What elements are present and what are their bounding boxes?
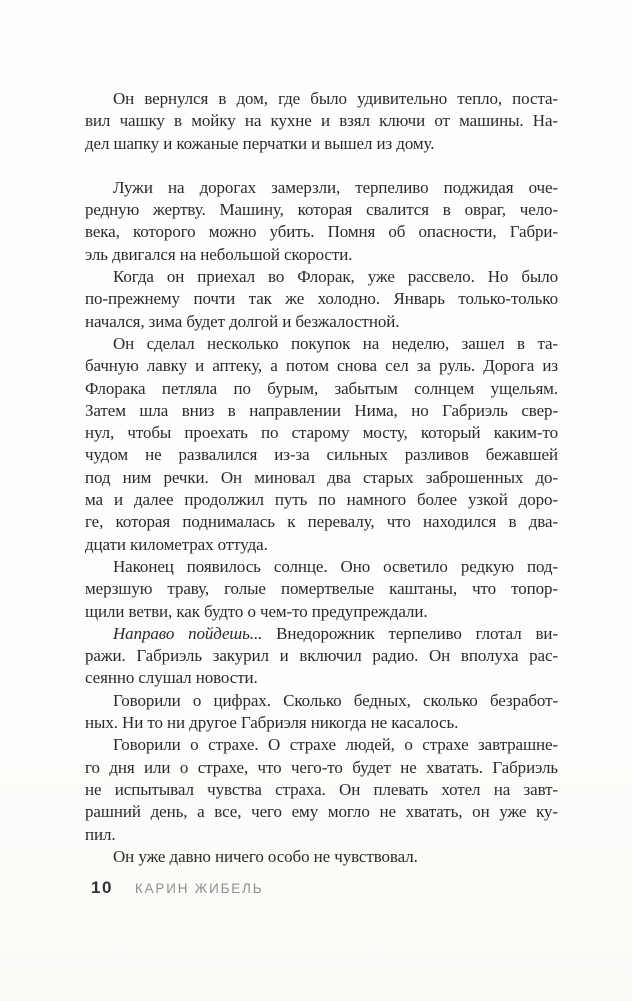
text-line: редную жертву. Машину, которая свалится в овраг, чело- [85, 200, 558, 220]
paragraph [85, 333, 558, 556]
text-line: века, которого можно убить. Помня об опасности, Габри- [85, 222, 558, 242]
text-line: бачную лавку и аптеку, а потом снова сел за руль. Дорога из [85, 356, 558, 376]
paragraph [85, 690, 558, 735]
text-line: чудом не развалился из-за сильных разливов бежавшей [85, 445, 558, 465]
text-line: Он уже давно ничего особо не чувствовал. [113, 846, 418, 866]
text-line: Когда он приехал во Флорак, уже рассвело. Но было [113, 267, 558, 287]
text-line: ражи. Габриэль закурил и включил радио. Он вполуха рас- [85, 646, 558, 666]
paragraph [85, 556, 558, 623]
text-line: ных. Ни то ни другое Габриэля никогда не касалось. [85, 713, 459, 733]
text-line: мерзшую траву, голые помертвелые каштаны, что топор- [85, 579, 558, 599]
paragraph [85, 88, 558, 155]
text-line: пил. [85, 824, 116, 844]
running-author: КАРИН ЖИБЕЛЬ [134, 881, 264, 896]
paragraph [85, 177, 558, 266]
paragraph [85, 623, 558, 690]
text-line: Говорили о страхе. О страхе людей, о страхе завтрашне- [113, 735, 558, 755]
text-line: нул, чтобы проехать по старому мосту, который каким-то [85, 423, 558, 443]
paragraph [85, 846, 558, 868]
page-number: 10 [91, 878, 113, 897]
text-line: щили ветви, как будто о чем-то предупреждали. [85, 601, 428, 621]
text-block [85, 88, 558, 868]
text-line: ге, которая поднималась к перевалу, что находился в два- [85, 512, 558, 532]
text-line: по-прежнему почти так же холодно. Январь только-только [85, 289, 558, 309]
text-line: начался, зима будет долгой и безжалостной. [85, 311, 400, 331]
paragraph [85, 734, 558, 845]
text-line: ма и далее продолжил путь по намного более узкой доро- [85, 490, 558, 510]
text-line: Флорака петляла по бурым, забытым солнцем ущельям. [85, 378, 558, 398]
text-line: сеянно слушал новости. [85, 668, 258, 688]
text-line: не испытывал чувства страха. Он плевать хотел на завт- [85, 779, 558, 799]
text-line: Затем шла вниз в направлении Нима, но Габриэль свер- [85, 400, 558, 420]
text-line: Направо пойдешь... Внедорожник терпеливо глотал ви- [113, 623, 558, 643]
text-line: дел шапку и кожаные перчатки и вышел из дому. [85, 133, 435, 153]
paragraph [85, 266, 558, 333]
text-line: го дня или о страхе, что чего-то будет не хватать. Габриэль [85, 757, 558, 777]
text-line: под ним речки. Он миновал два старых заброшенных до- [85, 467, 558, 487]
text-line: эль двигался на небольшой скорости. [85, 244, 353, 264]
text-line: Он вернулся в дом, где было удивительно тепло, поста- [113, 89, 558, 108]
text-line: вил чашку в мойку на кухне и взял ключи от машины. На- [85, 111, 558, 131]
page-footer [91, 878, 263, 898]
text-line: Он сделал несколько покупок на неделю, зашел в та- [113, 333, 558, 353]
text-line: рашний день, а все, чего ему могло не хватать, он уже ку- [85, 802, 558, 822]
text-line: Лужи на дорогах замерзли, терпеливо поджидая оче- [113, 177, 558, 197]
italic-phrase: Направо пойдешь... [113, 623, 263, 643]
text-line: Говорили о цифрах. Сколько бедных, сколько безработ- [113, 690, 558, 710]
text-line: Наконец появилось солнце. Оно осветило редкую под- [113, 556, 558, 576]
text-line: дцати километрах оттуда. [85, 534, 268, 554]
